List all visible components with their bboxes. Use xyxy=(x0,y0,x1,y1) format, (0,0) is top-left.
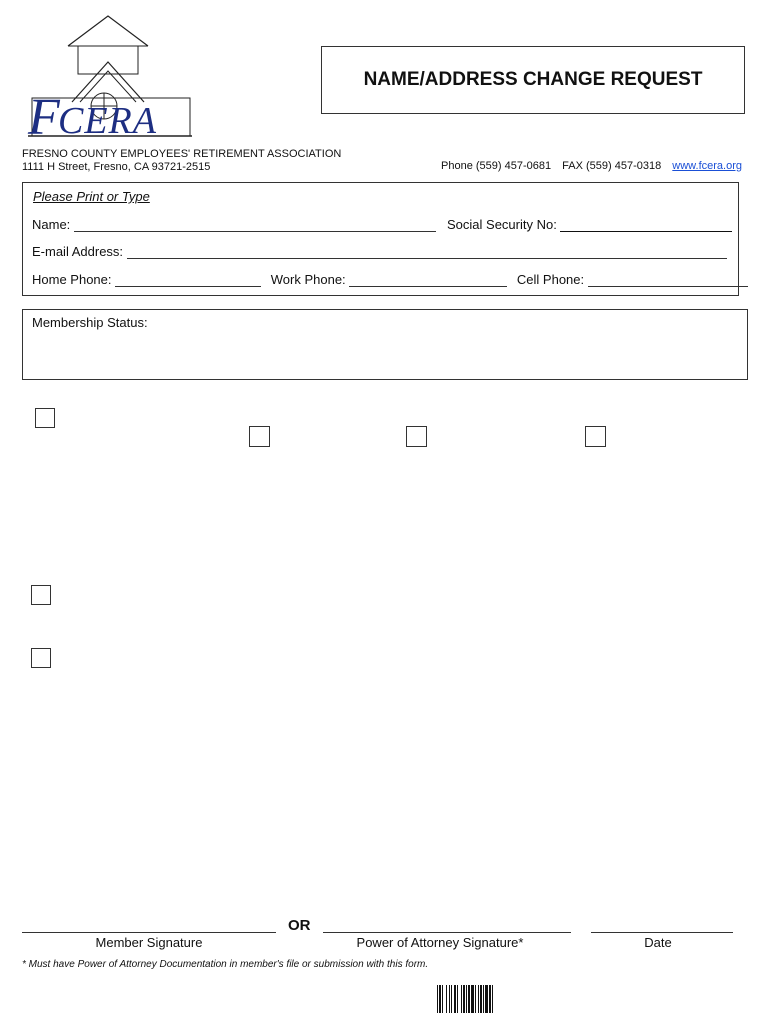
membership-status-label: Membership Status: xyxy=(32,315,148,330)
ssn-row xyxy=(447,217,732,232)
email-row xyxy=(32,244,727,259)
date-line[interactable] xyxy=(591,932,733,933)
cell-phone-field[interactable] xyxy=(588,273,748,287)
barcode xyxy=(437,985,534,1013)
email-field[interactable] xyxy=(127,245,727,259)
phones-row xyxy=(32,272,748,287)
org-block xyxy=(22,148,341,174)
date-label: Date xyxy=(644,935,672,950)
org-phone: Phone (559) 457-0681 xyxy=(441,160,552,172)
name-field[interactable] xyxy=(74,218,436,232)
name-row xyxy=(32,217,436,232)
poa-footnote: * Must have Power of Attorney Documentation in member's file or submission with this form. xyxy=(22,959,429,970)
member-info-section xyxy=(22,182,739,296)
svg-text:F: F xyxy=(28,89,60,140)
home-phone-label: Home Phone: xyxy=(32,272,112,287)
poa-signature-label: Power of Attorney Signature* xyxy=(356,935,524,950)
org-website-link[interactable]: www.fcera.org xyxy=(672,160,742,172)
or-text: OR xyxy=(288,917,311,934)
name-label: Name: xyxy=(32,217,71,232)
print-instruction: Please Print or Type xyxy=(33,189,150,204)
checkbox-1[interactable] xyxy=(35,408,55,428)
checkbox-6[interactable] xyxy=(31,648,51,668)
home-phone-field[interactable] xyxy=(115,273,261,287)
ssn-field[interactable] xyxy=(560,218,732,232)
cell-phone-label: Cell Phone: xyxy=(516,272,585,287)
ssn-label: Social Security No: xyxy=(447,217,557,232)
work-phone-label: Work Phone: xyxy=(270,272,346,287)
member-signature-line[interactable] xyxy=(22,932,276,933)
svg-text:CERA: CERA xyxy=(58,100,157,140)
form-title: NAME/ADDRESS CHANGE REQUEST xyxy=(363,69,703,90)
work-phone-field[interactable] xyxy=(349,273,507,287)
checkbox-4[interactable] xyxy=(585,426,606,447)
checkbox-5[interactable] xyxy=(31,585,51,605)
contact-block xyxy=(441,160,742,172)
poa-signature-line[interactable] xyxy=(323,932,571,933)
org-fax: FAX (559) 457-0318 xyxy=(562,160,662,172)
org-address: 1111 H Street, Fresno, CA 93721-2515 xyxy=(22,161,211,173)
checkbox-2[interactable] xyxy=(249,426,270,447)
org-name: FRESNO COUNTY EMPLOYEES' RETIREMENT ASSOCIATION xyxy=(22,148,342,160)
form-title-box xyxy=(321,46,745,114)
checkbox-3[interactable] xyxy=(406,426,427,447)
email-label: E-mail Address: xyxy=(32,244,124,259)
membership-status-section[interactable] xyxy=(22,309,748,380)
member-signature-label: Member Signature xyxy=(95,935,203,950)
fcera-logo xyxy=(20,12,200,140)
